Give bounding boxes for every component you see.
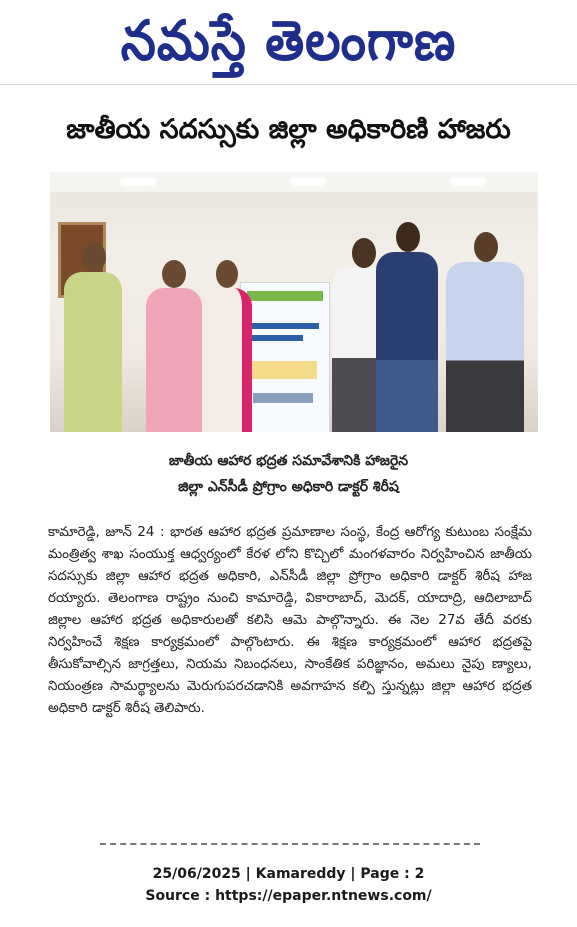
footer-date-page: 25/06/2025 | Kamareddy | Page : 2 xyxy=(152,866,425,882)
ceiling-lamp xyxy=(450,178,486,185)
person-figure xyxy=(64,242,122,432)
group-photo-image xyxy=(50,172,538,432)
person-figure xyxy=(446,232,524,432)
masthead-divider xyxy=(0,84,577,85)
article-body: కామారెడ్డి, జూన్ 24 : భారత ఆహార భద్రత ప్రమాణాల సంస్థ, కేంద్ర ఆరోగ్య కుటుంబ సంక్షేమ మంత్రిత్వ శాఖ సంయుక్త ఆధ్వర్యంలో కేరళ లోని కొచ్చిలో మంగళవారం నిర్వహించిన జాతీయ సదస్సుకు జిల్లా ఆహార భద్రత అధికారి, ఎన్‌సీడీ జిల్లా ప్రోగ్రాం అధికారి డాక్టర్ శిరీష హాజ రయ్యారు. తెలంగాణ రాష్ట్రం నుంచి కామారెడ్డి, వికారాబాద్, మెదక్, యాదాద్రి, ఆదిలాబాద్ జిల్లాల ఆహార భద్రత అధికారులతో కలిసి ఆమె పాల్గొన్నారు. ఈ నెల 27వ తేదీ వరకు నిర్వహించే శిక్షణ కార్యక్రమంలో పాల్గొంటారు. ఈ శిక్షణ కార్యక్రమంలో ఆహార భద్రతపై తీసుకోవాల్సిన జాగ్రత్తలు, నియమ నిబంధనలు, సాంకేతిక పరిజ్ఞానం, అమలు నైపు ణ్యాలు, నియంత్రణ సామర్థ్యాలను మెరుగుపరచడానికి అవగాహన కల్పి స్తున్నట్లు జిల్లా ఆహార భద్రత అధికారి డాక్టర్ శిరీష తెలిపారు. xyxy=(48,525,532,716)
article-headline: జాతీయ సదస్సుకు జిల్లా అధికారిణి హాజరు xyxy=(66,114,511,145)
person-figure xyxy=(202,260,252,432)
newspaper-title: నమస్తే తెలంగాణ xyxy=(120,9,457,73)
event-standee xyxy=(240,282,330,432)
ceiling-lamp xyxy=(290,178,326,185)
clipping-cut-line xyxy=(100,843,480,852)
clipping-footer xyxy=(0,863,577,907)
caption-line: జిల్లా ఎన్‌సీడీ ప్రోగ్రాం అధికారి డాక్టర్ శిరీష xyxy=(178,479,399,495)
person-figure xyxy=(376,222,438,432)
caption-line: జాతీయ ఆహార భద్రత సమావేశానికి హాజరైన xyxy=(168,453,409,469)
photo-caption xyxy=(0,448,577,500)
photo-ceiling xyxy=(50,172,538,192)
person-figure xyxy=(146,260,202,432)
footer-source: Source : https://epaper.ntnews.com/ xyxy=(145,888,432,904)
masthead xyxy=(0,8,577,76)
ceiling-lamp xyxy=(120,178,156,185)
